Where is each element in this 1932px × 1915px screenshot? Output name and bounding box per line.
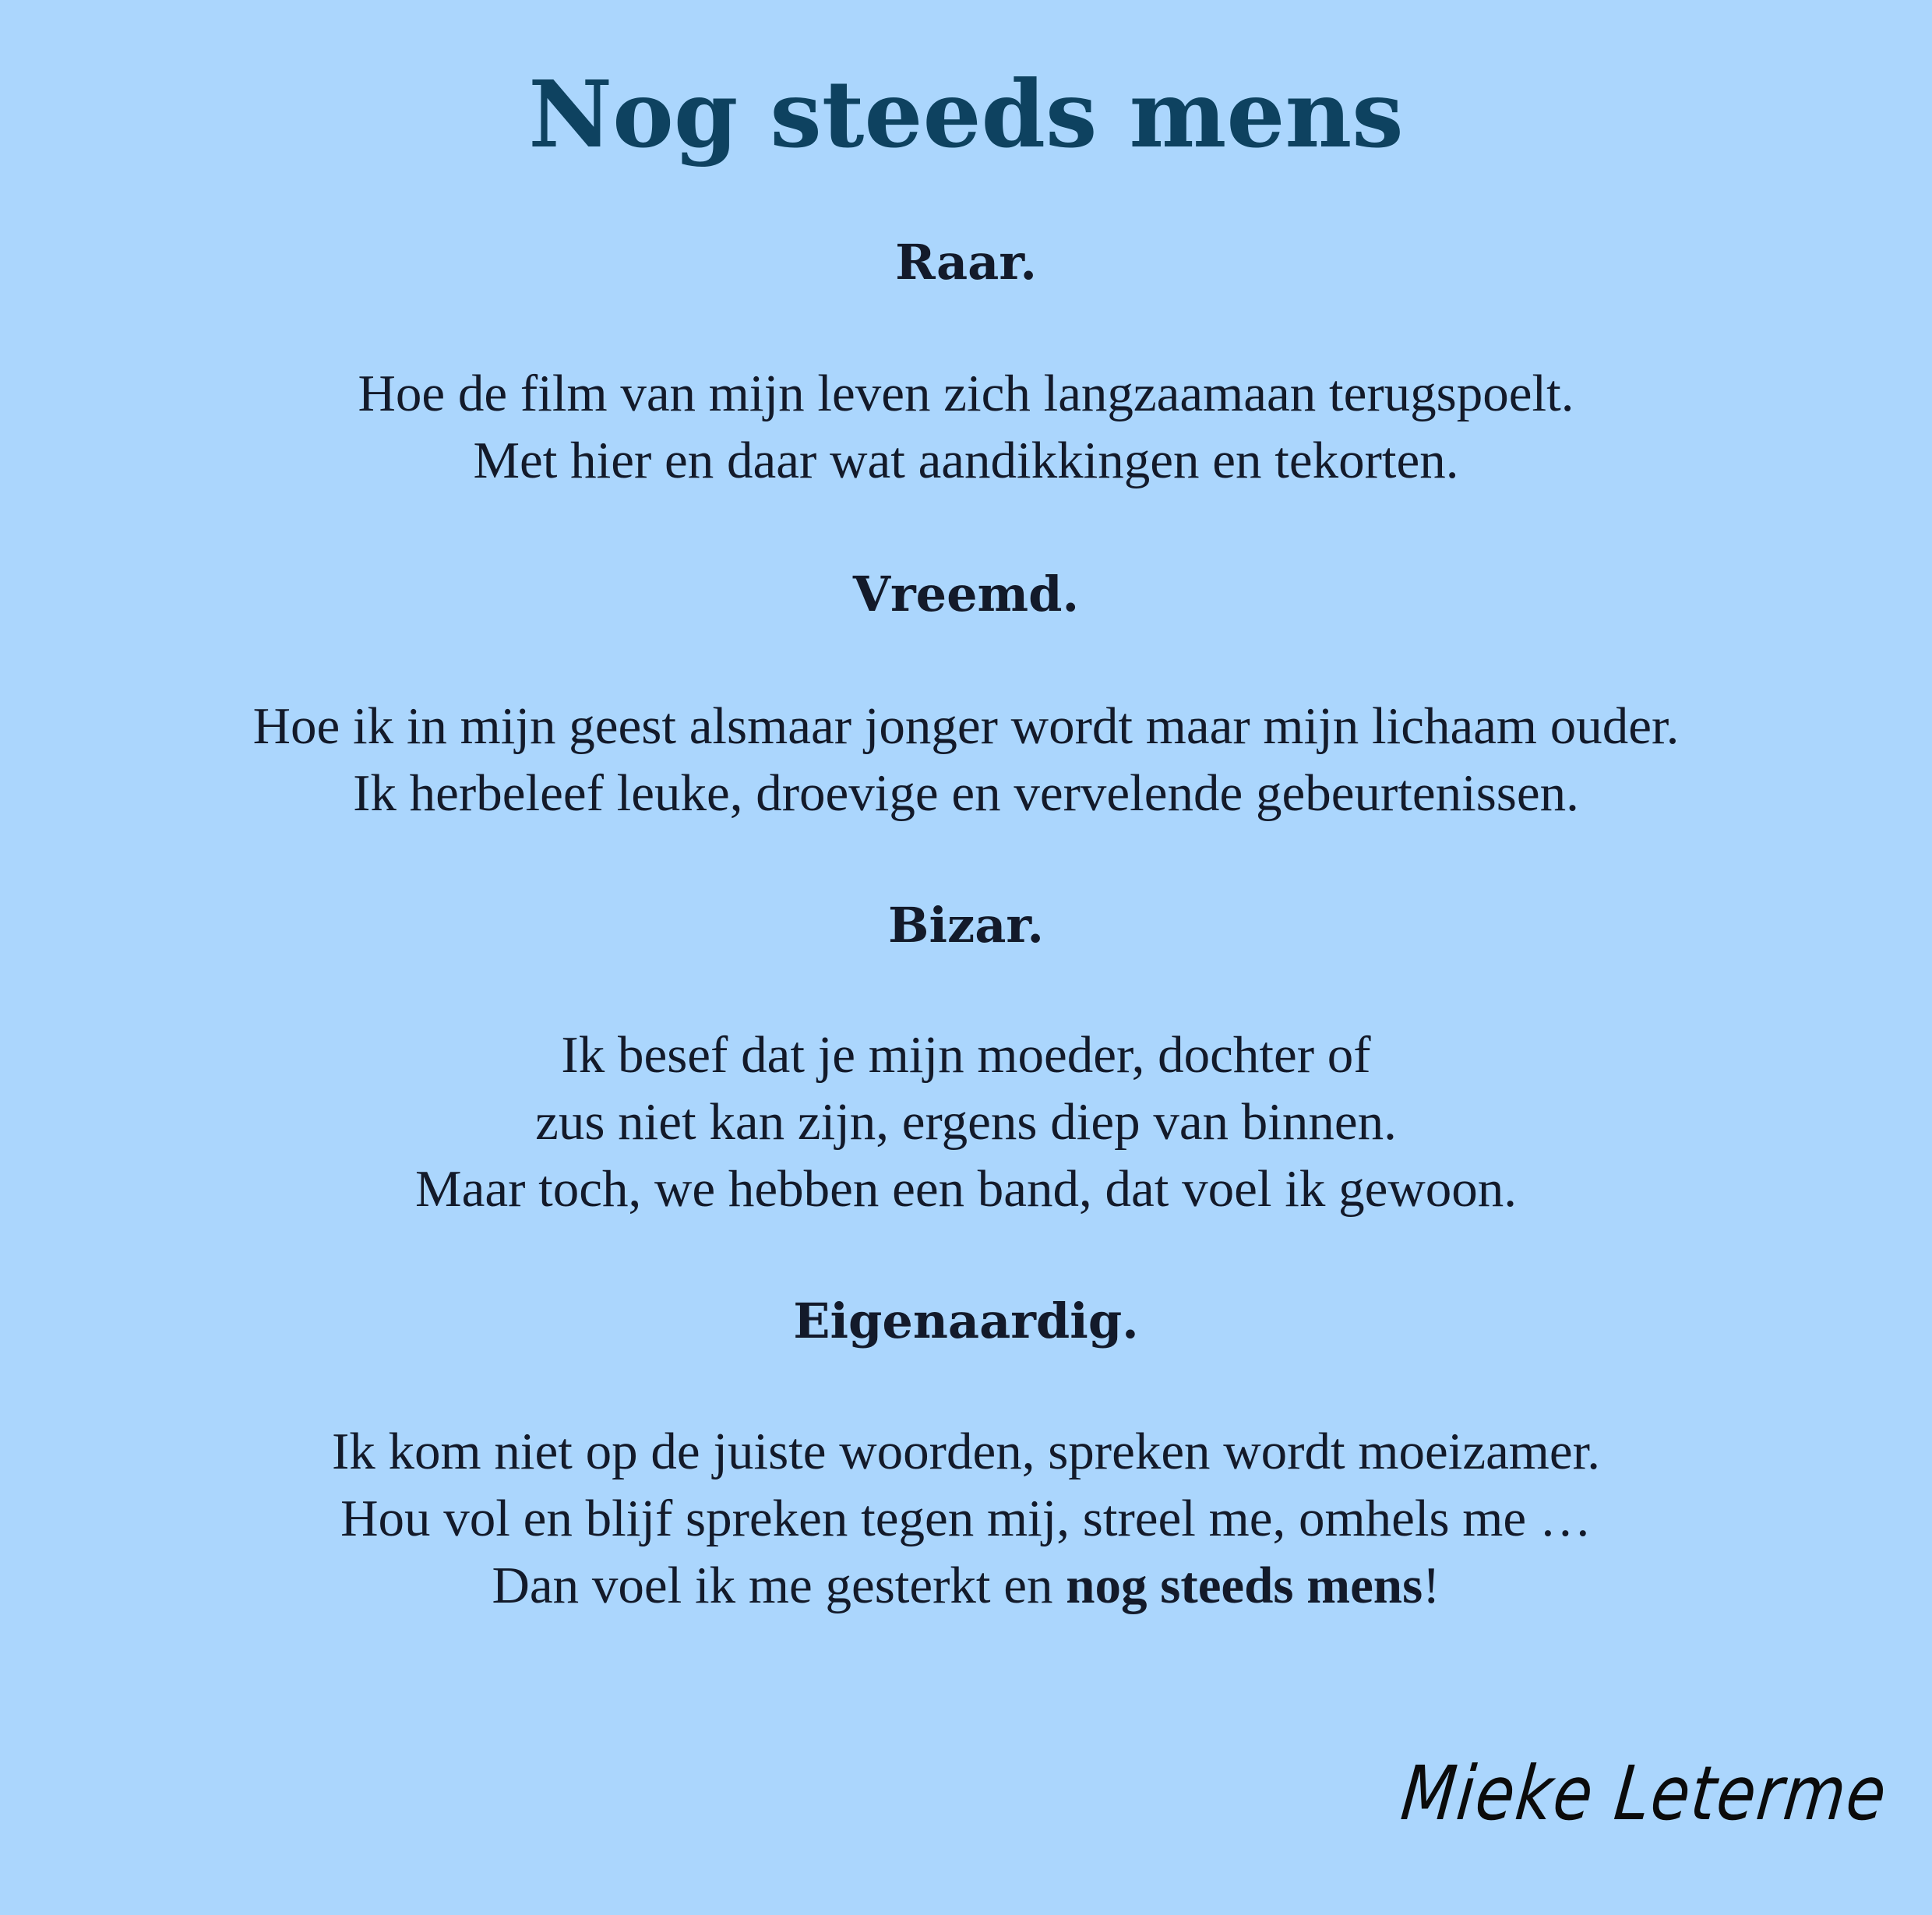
stanza-4-line-2: Hou vol en blijf spreken tegen mij, streel me, omhels me … [340,1490,1592,1547]
closing-line [0,1552,1932,1619]
stanza-heading-vreemd: Vreemd. [852,566,1080,622]
stanza-3-line-3: Maar toch, we hebben een band, dat voel ik gewoon. [415,1160,1517,1218]
closing-line-emphasis: nog steeds mens [1066,1557,1423,1614]
stanza-3-line-2: zus niet kan zijn, ergens diep van binnen. [535,1093,1397,1151]
closing-line-prefix: Dan voel ik me gesterkt en [492,1557,1066,1614]
stanza-3-line-1: Ik besef dat je mijn moeder, dochter of [561,1026,1371,1084]
stanza-1-line-1: Hoe de film van mijn leven zich langzaamaan terugspoelt. [358,365,1574,422]
author-signature: Mieke Leterme [1397,1750,1891,1837]
poem-title: Nog steeds mens [528,60,1404,168]
closing-line-suffix: ! [1423,1557,1440,1614]
stanza-2-line-2: Ik herbeleef leuke, droevige en vervelende gebeurtenissen. [353,764,1579,822]
stanza-heading-bizar: Bizar. [888,897,1044,954]
stanza-2-line-1: Hoe ik in mijn geest alsmaar jonger wordt maar mijn lichaam ouder. [252,697,1680,755]
stanza-4-line-1: Ik kom niet op de juiste woorden, spreken wordt moeizamer. [331,1423,1601,1480]
stanza-heading-eigenaardig: Eigenaardig. [793,1293,1139,1349]
stanza-heading-raar: Raar. [895,234,1037,291]
stanza-1-line-2: Met hier en daar wat aandikkingen en tekorten. [473,432,1459,489]
